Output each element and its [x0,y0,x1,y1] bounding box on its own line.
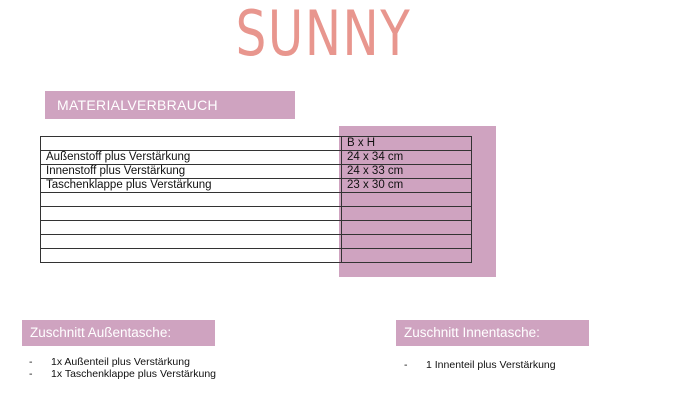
list-item [404,359,556,371]
table-cell-material: Außenstoff plus Verstärkung [41,151,342,165]
table-cell-material: Taschenklappe plus Verstärkung [41,179,342,193]
table-cell-size: 24 x 34 cm [342,151,472,165]
cut-inner-list [404,359,556,371]
table-header-cell [41,137,342,151]
list-item-text: 1x Taschenklappe plus Verstärkung [51,368,216,380]
list-item [29,356,216,368]
table-row [41,193,472,207]
table-header-cell: B x H [342,137,472,151]
page-title: SUNNY [235,0,412,70]
table-cell-size [342,249,472,263]
table-cell-material [41,249,342,263]
table-cell-size: 24 x 33 cm [342,165,472,179]
table-cell-size: 23 x 30 cm [342,179,472,193]
table-row [41,235,472,249]
table-cell-material [41,193,342,207]
section-heading-cut-outer: Zuschnitt Außentasche: [22,320,215,346]
material-table [40,136,472,263]
table-cell-size [342,207,472,221]
table-cell-material [41,207,342,221]
table-cell-size [342,193,472,207]
table-row [41,151,472,165]
section-heading-materialverbrauch: MATERIALVERBRAUCH [45,91,295,119]
table-row [41,249,472,263]
table-row [41,207,472,221]
list-item-text: 1 Innenteil plus Verstärkung [426,359,556,371]
table-row [41,165,472,179]
table-cell-size [342,221,472,235]
table-cell-material [41,221,342,235]
section-heading-cut-inner: Zuschnitt Innentasche: [396,320,589,346]
table-header-row [41,137,472,151]
table-row [41,179,472,193]
table-cell-material [41,235,342,249]
table-cell-material: Innenstoff plus Verstärkung [41,165,342,179]
table-cell-size [342,235,472,249]
cut-outer-list [29,356,216,380]
table-row [41,221,472,235]
list-item [29,368,216,380]
bullet-dash: - [404,359,408,371]
bullet-dash: - [29,368,33,380]
bullet-dash: - [29,356,33,368]
list-item-text: 1x Außenteil plus Verstärkung [51,356,190,368]
